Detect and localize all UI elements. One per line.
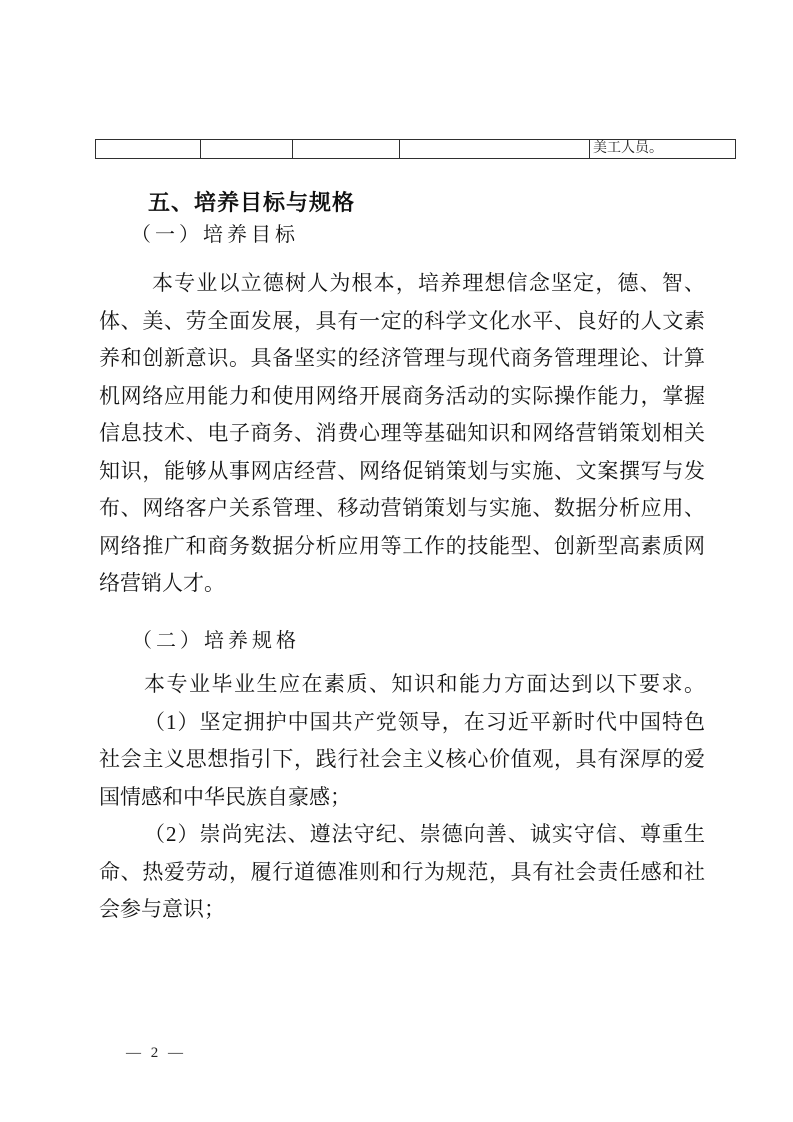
text-line: 本专业毕业生应在素质、知识和能力方面达到以下要求。 bbox=[144, 672, 705, 696]
text-line: 机网络应用能力和使用网络开展商务活动的实际操作能力，掌握 bbox=[99, 383, 705, 408]
training-goal-paragraph bbox=[99, 265, 705, 603]
text-line: 养和创新意识。具备坚实的经济管理与现代商务管理理论、计算 bbox=[99, 346, 705, 370]
text-line: 体、美、劳全面发展，具有一定的科学文化水平、良好的人文素 bbox=[99, 308, 705, 333]
subsection-title-training-goal: （一）培养目标 bbox=[131, 224, 299, 246]
table-cell-2 bbox=[201, 140, 293, 159]
text-line: 网络推广和商务数据分析应用等工作的技能型、创新型高素质网 bbox=[99, 533, 705, 558]
page-number: — 2 — bbox=[126, 1045, 186, 1061]
text-line: 社会主义思想指引下，践行社会主义核心价值观，具有深厚的爱 bbox=[99, 747, 705, 771]
text-line: 络营销人才。 bbox=[99, 571, 225, 595]
text-line: （2）崇尚宪法、遵法守纪、崇德向善、诚实守信、尊重生 bbox=[144, 822, 705, 846]
table-cell-5: 美工人员。 bbox=[590, 140, 736, 159]
text-line: 布、网络客户关系管理、移动营销策划与实施、数据分析应用、 bbox=[99, 496, 705, 520]
text-line: 国情感和中华民族自豪感； bbox=[99, 784, 351, 809]
section-heading: 五、培养目标与规格 bbox=[148, 190, 356, 215]
table-cell-4 bbox=[400, 140, 590, 159]
training-spec-block bbox=[99, 666, 705, 929]
text-line: 会参与意识； bbox=[99, 897, 225, 921]
text-line: （1）坚定拥护中国共产党领导，在习近平新时代中国特色 bbox=[144, 709, 705, 734]
text-line: 本专业以立德树人为根本，培养理想信念坚定，德、智、 bbox=[152, 271, 705, 295]
text-line: 命、热爱劳动，履行道德准则和行为规范，具有社会责任感和社 bbox=[99, 859, 705, 884]
table-row bbox=[96, 140, 736, 159]
table-cell-3 bbox=[293, 140, 400, 159]
text-line: 信息技术、电子商务、消费心理等基础知识和网络营销策划相关 bbox=[99, 421, 705, 445]
table-cell-1 bbox=[96, 140, 201, 159]
table-fragment bbox=[95, 139, 736, 159]
subsection-title-training-spec: （二）培养规格 bbox=[132, 630, 300, 652]
text-line: 知识，能够从事网店经营、网络促销策划与实施、文案撰写与发 bbox=[99, 458, 705, 483]
